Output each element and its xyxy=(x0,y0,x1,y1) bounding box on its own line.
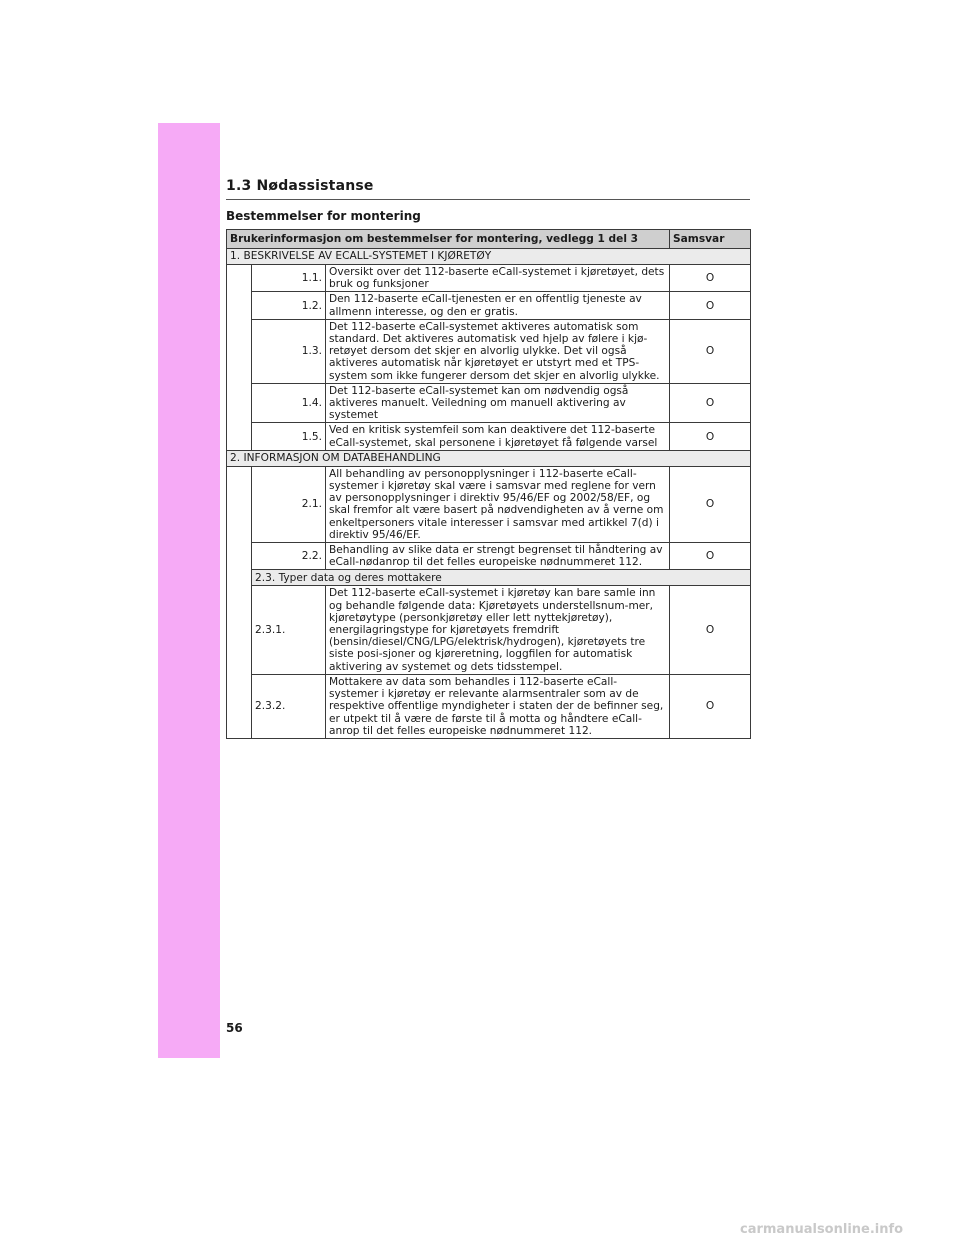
table-row xyxy=(227,543,751,570)
table-row xyxy=(227,383,751,423)
section-row xyxy=(227,249,751,265)
row-compliance: O xyxy=(670,586,751,674)
table-row xyxy=(227,292,751,319)
table-row xyxy=(227,586,751,674)
row-number: 1.2. xyxy=(252,292,326,319)
header-compliance: Samsvar xyxy=(670,230,751,249)
section-title: 1.3 Nødassistanse xyxy=(226,178,374,194)
row-compliance: O xyxy=(670,543,751,570)
subsection-title: Bestemmelser for montering xyxy=(226,209,421,223)
row-text: Behandling av slike data er strengt begrenset til håndtering av eCall-nødanrop til det felles europeiske nødnummeret 112. xyxy=(326,543,670,570)
row-compliance: O xyxy=(670,466,751,542)
row-text: Oversikt over det 112-baserte eCall-systemet i kjøretøyet, dets bruk og funksjoner xyxy=(326,265,670,292)
section-row xyxy=(227,450,751,466)
section-divider xyxy=(226,199,750,200)
row-number: 2.3.1. xyxy=(252,586,326,674)
row-number: 1.3. xyxy=(252,319,326,383)
row-number: 2.1. xyxy=(252,466,326,542)
row-text: Mottakere av data som behandles i 112-baserte eCall-systemer i kjøretøy er relevante alarmsentraler som av de respektive offentlige myndigheter i staten der de befinner seg, er utpekt til å være de første til å motta og håndtere eCall-anrop til det felles europeiske nødnummeret 112. xyxy=(326,674,670,738)
section-2-title: 2. INFORMASJON OM DATABEHANDLING xyxy=(227,450,751,466)
row-compliance: O xyxy=(670,383,751,423)
row-compliance: O xyxy=(670,292,751,319)
row-compliance: O xyxy=(670,423,751,450)
indent-cell xyxy=(227,466,252,738)
table-row xyxy=(227,674,751,738)
subsection-row xyxy=(227,570,751,586)
row-text: Det 112-baserte eCall-systemet i kjøretøy kan bare samle inn og behandle følgende data: Kjøretøyets understellsnum-mer, kjøretøytype (personkjøretøy eller lett nyttekjøretøy), energilagringstype for kjøretøyets fremdrift (bensin/diesel/CNG/LPG/elektrisk/hydrogen), kjøretøyets tre siste posi-sjoner og kjøreretning, loggfilen for automatisk aktivering av systemet og dets tidsstempel. xyxy=(326,586,670,674)
row-text: Det 112-baserte eCall-systemet aktiveres automatisk som standard. Det aktiveres automatisk ved hjelp av følere i kjø-retøyet dersom det skjer en alvorlig ulykke. Det vil også aktiveres automatisk når kjøretøyet er utstyrt med et TPS-system som ikke fungerer dersom det skjer en alvorlig ulykke. xyxy=(326,319,670,383)
regulations-table xyxy=(226,229,751,739)
subsection-2-3-title: 2.3. Typer data og deres mottakere xyxy=(252,570,751,586)
page-number: 56 xyxy=(226,1021,243,1035)
row-text: Det 112-baserte eCall-systemet kan om nødvendig også aktiveres manuelt. Veiledning om manuell aktivering av systemet xyxy=(326,383,670,423)
header-info: Brukerinformasjon om bestemmelser for montering, vedlegg 1 del 3 xyxy=(227,230,670,249)
row-number: 2.3.2. xyxy=(252,674,326,738)
table-header-row xyxy=(227,230,751,249)
table-row xyxy=(227,423,751,450)
indent-cell xyxy=(227,265,252,451)
row-number: 2.2. xyxy=(252,543,326,570)
row-text: Ved en kritisk systemfeil som kan deaktivere det 112-baserte eCall-systemet, skal personene i kjøretøyet få følgende varsel xyxy=(326,423,670,450)
table-row xyxy=(227,319,751,383)
side-tab-marker xyxy=(158,123,220,1058)
row-compliance: O xyxy=(670,319,751,383)
row-text: Den 112-baserte eCall-tjenesten er en offentlig tjeneste av allmenn interesse, og den er gratis. xyxy=(326,292,670,319)
section-1-title: 1. BESKRIVELSE AV ECALL-SYSTEMET I KJØRETØY xyxy=(227,249,751,265)
row-text: All behandling av personopplysninger i 112-baserte eCall-systemer i kjøretøy skal være i samsvar med reglene for vern av personopplysninger i direktiv 95/46/EF og 2002/58/EF, og skal fremfor alt være basert på nødvendigheten av å verne om enkeltpersoners vitale interesser i samsvar med artikkel 7(d) i direktiv 95/46/EF. xyxy=(326,466,670,542)
table-row xyxy=(227,265,751,292)
row-number: 1.4. xyxy=(252,383,326,423)
row-number: 1.1. xyxy=(252,265,326,292)
table-row xyxy=(227,466,751,542)
row-compliance: O xyxy=(670,265,751,292)
row-number: 1.5. xyxy=(252,423,326,450)
row-compliance: O xyxy=(670,674,751,738)
footer-watermark: carmanualsonline.info xyxy=(740,1222,904,1237)
